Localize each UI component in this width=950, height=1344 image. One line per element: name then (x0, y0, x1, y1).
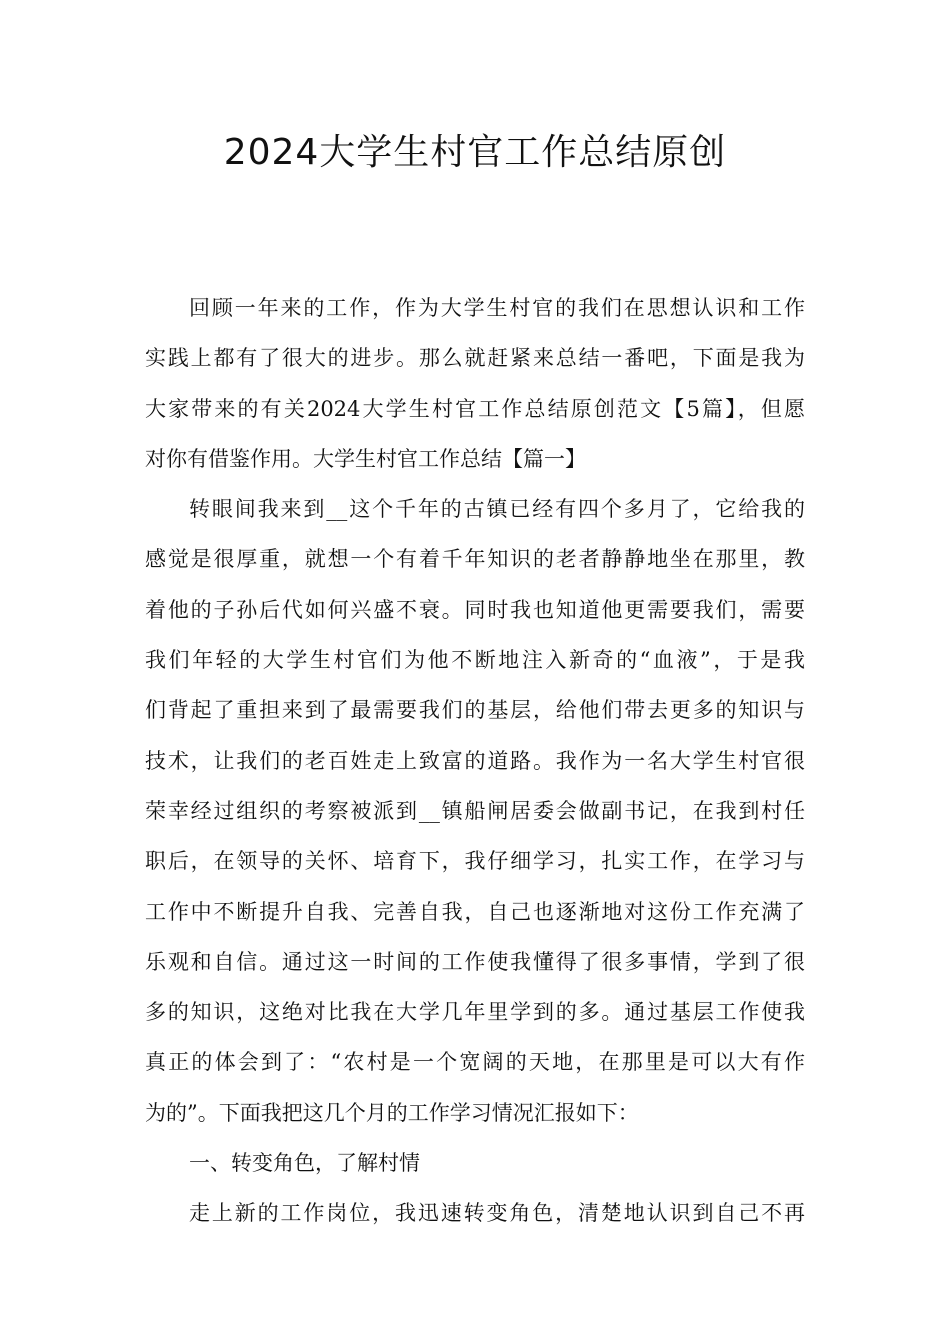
text-line: 多的知识，这绝对比我在大学几年里学到的多。通过基层工作使我 (145, 1000, 805, 1025)
text-line: 我们年轻的大学生村官们为他不断地注入新奇的“血液”，于是我 (145, 648, 805, 673)
text-line: 着他的子孙后代如何兴盛不衰。同时我也知道他更需要我们，需要 (145, 597, 805, 622)
text-line: 大家带来的有关2024大学生村官工作总结原创范文【5篇】，但愿 (145, 396, 805, 421)
text-line: 乐观和自信。通过这一时间的工作使我懂得了很多事情，学到了很 (145, 949, 805, 974)
text-line: 荣幸经过组织的考察被派到__镇船闸居委会做副书记，在我到村任 (145, 798, 805, 823)
text-line: 一、转变角色，了解村情 (189, 1151, 420, 1176)
text-line: 职后，在领导的关怀、培育下，我仔细学习，扎实工作，在学习与 (145, 849, 805, 874)
text-line: 真正的体会到了：“农村是一个宽阔的天地，在那里是可以大有作 (145, 1050, 805, 1075)
text-line: 感觉是很厚重，就想一个有着千年知识的老者静静地坐在那里，教 (145, 547, 805, 572)
text-line: 实践上都有了很大的进步。那么就赶紧来总结一番吧，下面是我为 (145, 346, 805, 371)
document-title: 2024大学生村官工作总结原创 (223, 132, 727, 173)
document-body (145, 283, 805, 1239)
text-line: 回顾一年来的工作，作为大学生村官的我们在思想认识和工作 (189, 296, 805, 320)
text-line: 对你有借鉴作用。大学生村官工作总结【篇一】 (145, 446, 586, 471)
text-line: 为的”。下面我把这几个月的工作学习情况汇报如下： (145, 1100, 639, 1125)
text-line: 转眼间我来到__这个千年的古镇已经有四个多月了，它给我的 (189, 497, 805, 522)
text-line: 工作中不断提升自我、完善自我，自己也逐渐地对这份工作充满了 (145, 899, 805, 924)
text-line: 们背起了重担来到了最需要我们的基层，给他们带去更多的知识与 (145, 698, 805, 723)
text-line: 走上新的工作岗位，我迅速转变角色，清楚地认识到自己不再 (189, 1201, 805, 1226)
text-line: 技术，让我们的老百姓走上致富的道路。我作为一名大学生村官很 (145, 748, 805, 773)
